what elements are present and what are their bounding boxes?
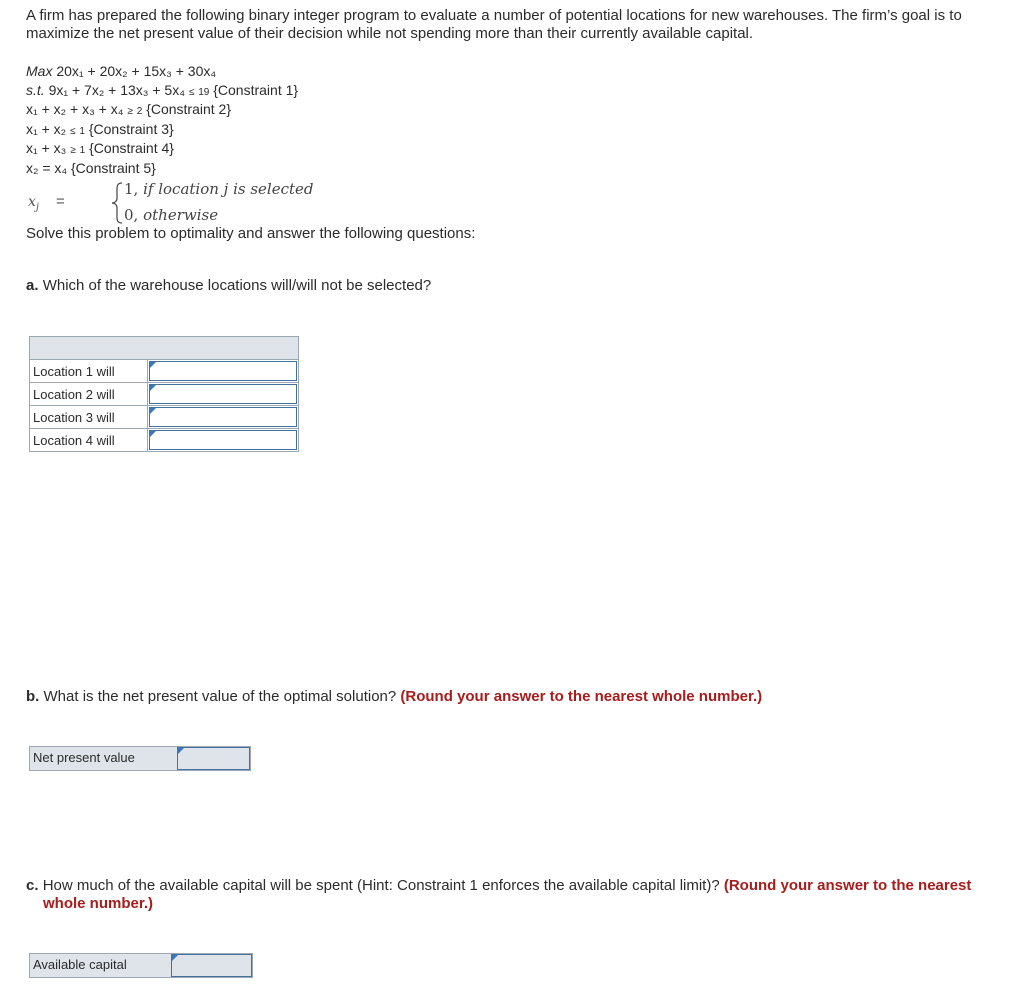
question-label: b. <box>26 688 40 705</box>
constraint-operator: ≥ <box>70 145 76 156</box>
npv-row <box>29 746 251 771</box>
location-1-cell <box>148 360 299 383</box>
dropdown-marker-icon <box>150 431 156 437</box>
npv-input[interactable] <box>177 747 250 770</box>
objective-term: + 15x₃ <box>131 63 172 79</box>
question-b <box>26 688 762 706</box>
dropdown-marker-icon <box>150 408 156 414</box>
constraint-lhs: 9x₁ + 7x₂ + 13x₃ + 5x₄ <box>48 82 185 98</box>
constraint-operator: ≤ <box>188 87 195 98</box>
constraint-prefix: s.t. <box>26 82 45 98</box>
question-a <box>26 277 431 295</box>
constraint-operator: ≤ <box>70 126 76 137</box>
equals-sign: = <box>56 193 65 210</box>
table-row <box>30 383 299 406</box>
location-2-cell <box>148 383 299 406</box>
constraint-1 <box>26 81 298 102</box>
capital-label: Available capital <box>30 954 171 977</box>
constraint-name: {Constraint 4} <box>89 140 174 156</box>
constraint-name: {Constraint 2} <box>146 101 232 117</box>
rounding-hint: (Round your answer to the nearest whole number.) <box>43 877 972 912</box>
question-text: How much of the available capital will be spent (Hint: Constraint 1 enforces the available capital limit)? <box>42 877 720 894</box>
constraint-lhs: x₁ + x₂ <box>26 121 67 137</box>
objective-term: 20x₁ <box>56 63 84 79</box>
constraint-rhs: 2 <box>136 106 143 117</box>
location-4-cell <box>148 429 299 452</box>
location-label: Location 3 will <box>30 406 148 429</box>
table-row <box>30 360 299 383</box>
capital-row <box>29 953 253 978</box>
constraint-lhs: x₁ + x₃ <box>26 140 67 156</box>
constraint-lhs: x₁ + x₂ + x₃ + x₄ <box>26 101 124 117</box>
constraint-name: {Constraint 5} <box>71 160 156 176</box>
input-marker-icon <box>178 748 184 754</box>
location-label: Location 1 will <box>30 360 148 383</box>
location-3-cell <box>148 406 299 429</box>
variable-definition <box>26 180 346 226</box>
dropdown-marker-icon <box>150 362 156 368</box>
table-row <box>30 429 299 452</box>
table-row <box>30 406 299 429</box>
constraint-name: {Constraint 3} <box>88 121 174 137</box>
constraint-lhs: x₂ = x₄ <box>26 160 68 176</box>
problem-intro: A firm has prepared the following binary integer program to evaluate a number of potential locations for new warehouses. The firm’s goal is to maximize the net present value of their decision while not spending more than their currently available capital. <box>26 7 962 42</box>
table-header-row <box>30 337 299 360</box>
constraint-2 <box>26 100 231 121</box>
locations-table <box>29 336 299 452</box>
objective-term: + 30x₄ <box>175 63 217 79</box>
table-header <box>30 337 299 360</box>
solve-instruction: Solve this problem to optimality and answer the following questions: <box>26 225 476 242</box>
location-4-select[interactable] <box>149 430 297 450</box>
question-label: a. <box>26 277 39 294</box>
location-label: Location 4 will <box>30 429 148 452</box>
location-3-select[interactable] <box>149 407 297 427</box>
brace-icon <box>110 182 124 224</box>
question-text: What is the net present value of the optimal solution? <box>43 688 397 705</box>
constraint-5 <box>26 159 156 177</box>
rounding-hint: (Round your answer to the nearest whole number.) <box>400 688 763 705</box>
constraint-rhs: 1 <box>79 126 85 137</box>
constraint-rhs: 19 <box>198 87 210 98</box>
objective-term: + 20x₂ <box>87 63 128 79</box>
case-selected: 1, if location j is selected <box>124 180 314 198</box>
variable-symbol: $x_j$ <box>28 194 40 213</box>
location-2-select[interactable] <box>149 384 297 404</box>
case-otherwise: 0, otherwise <box>124 206 219 224</box>
question-text: Which of the warehouse locations will/will not be selected? <box>42 277 432 294</box>
location-label: Location 2 will <box>30 383 148 406</box>
dropdown-marker-icon <box>150 385 156 391</box>
input-marker-icon <box>172 955 178 961</box>
constraint-4 <box>26 139 174 160</box>
constraint-3 <box>26 120 174 141</box>
location-1-select[interactable] <box>149 361 297 381</box>
constraint-name: {Constraint 1} <box>213 82 299 98</box>
constraint-operator: ≥ <box>127 106 133 117</box>
constraint-rhs: 1 <box>79 145 86 156</box>
question-label: c. <box>26 877 39 894</box>
npv-label: Net present value <box>30 747 177 770</box>
capital-input[interactable] <box>171 954 252 977</box>
question-c <box>26 877 983 913</box>
objective-prefix: Max <box>26 63 53 79</box>
objective-function <box>26 62 216 80</box>
